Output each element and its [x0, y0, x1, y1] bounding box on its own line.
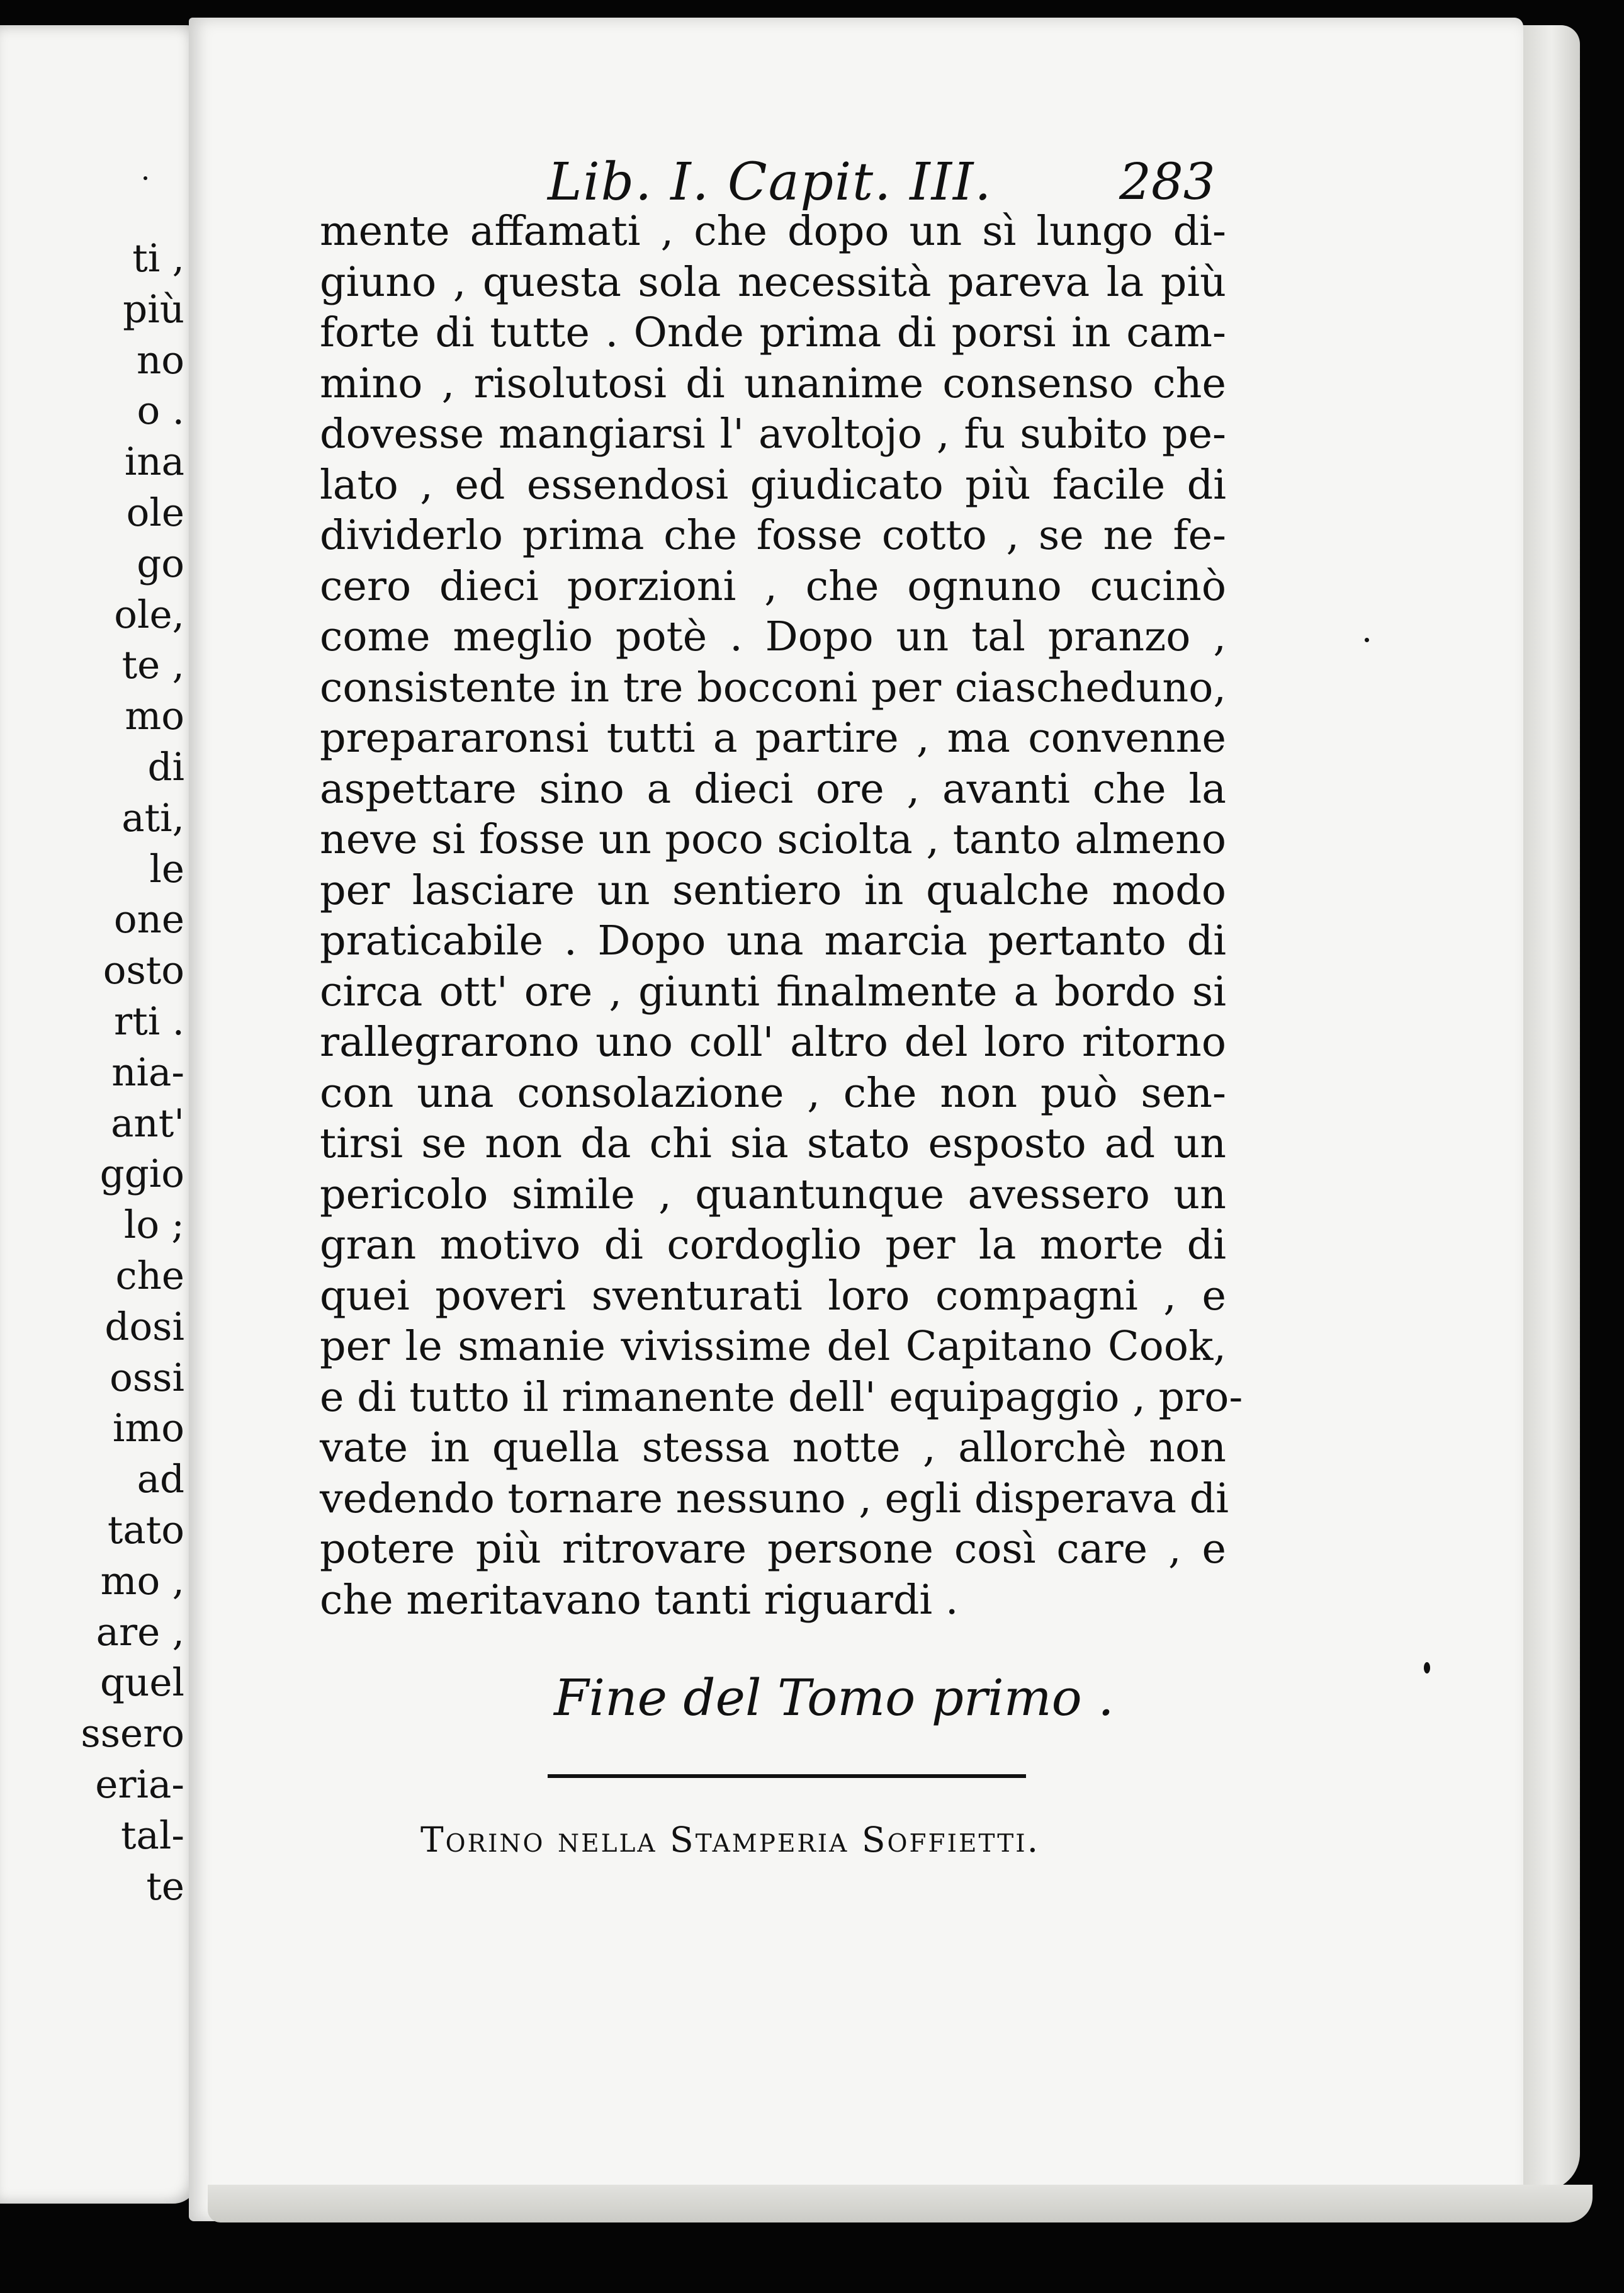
- facing-page-text-fragment: dosi: [104, 1304, 184, 1349]
- facing-page-text-fragment: nia-: [111, 1050, 184, 1095]
- text-line: come meglio potè . Dopo un tal pranzo ,: [320, 613, 1226, 660]
- ink-speck: [1424, 1662, 1430, 1673]
- facing-page-text-fragment: lo ;: [123, 1203, 184, 1248]
- facing-page-text-fragment: ant': [111, 1101, 184, 1146]
- ink-speck: [1365, 638, 1369, 642]
- horizontal-rule: [548, 1774, 1026, 1778]
- facing-page-text-fragment: le: [149, 846, 184, 892]
- facing-page-text-fragment: eria-: [95, 1762, 184, 1807]
- text-line: circa ott' ore , giunti finalmente a bordo si: [320, 968, 1226, 1016]
- facing-page-text-fragment: tato: [107, 1508, 184, 1553]
- facing-page-text-fragment: mo: [125, 694, 184, 739]
- printer-imprint: Torino nella Stamperia Soffietti.: [420, 1820, 1040, 1860]
- text-line: praticabile . Dopo una marcia pertanto di: [320, 917, 1226, 965]
- facing-page-text-fragment: mo ,: [100, 1558, 184, 1604]
- facing-page-text-fragment: ole,: [114, 592, 184, 637]
- text-line: tirsi se non da chi sia stato esposto ad un: [320, 1120, 1226, 1167]
- facing-page-text-fragment: go: [137, 541, 184, 586]
- text-line: per le smanie vivissime del Capitano Cook,: [320, 1323, 1226, 1370]
- text-line: rallegrarono uno coll' altro del loro ritorno: [320, 1019, 1226, 1066]
- facing-page-text-fragment: tal-: [120, 1813, 184, 1858]
- facing-page-text-fragment: ssero: [81, 1711, 184, 1757]
- text-line: per lasciare un sentiero in qualche modo: [320, 866, 1226, 914]
- running-head: Lib. I. Capit. III.: [548, 152, 993, 212]
- facing-page-text-fragment: no: [136, 337, 184, 383]
- text-line: quei poveri sventurati loro compagni , e: [320, 1272, 1226, 1320]
- facing-page-left: [0, 25, 198, 2204]
- facing-page-text-fragment: ati,: [121, 795, 184, 841]
- text-line: pericolo simile , quantunque avessero un: [320, 1170, 1226, 1218]
- page-edge-bottom: [208, 2185, 1593, 2222]
- facing-page-text-fragment: ti ,: [132, 236, 184, 281]
- facing-page-text-fragment: di: [147, 745, 184, 790]
- text-line: prepararonsi tutti a partire , ma convenne: [320, 715, 1226, 762]
- text-line: aspettare sino a dieci ore , avanti che la: [320, 765, 1226, 813]
- facing-page-text-fragment: rti .: [114, 999, 184, 1044]
- page-number: 283: [1119, 152, 1215, 211]
- facing-page-text-fragment: ggio: [99, 1152, 184, 1197]
- facing-page-text-fragment: ole: [126, 490, 184, 535]
- text-line: consistente in tre bocconi per ciascheduno,: [320, 664, 1226, 711]
- text-line: che meritavano tanti riguardi .: [320, 1576, 959, 1624]
- text-line: mino , risolutosi di unanime consenso che: [320, 360, 1226, 407]
- text-line: lato , ed essendosi giudicato più facile di: [320, 461, 1226, 509]
- facing-page-text-fragment: imo: [112, 1406, 184, 1451]
- text-line: vedendo tornare nessuno , egli disperava di: [320, 1475, 1229, 1522]
- facing-page-text-fragment: o .: [137, 388, 184, 434]
- facing-page-text-fragment: osto: [103, 948, 184, 994]
- text-line: neve si fosse un poco sciolta , tanto almeno: [320, 816, 1226, 863]
- text-line: con una consolazione , che non può sen-: [320, 1069, 1226, 1117]
- facing-page-text-fragment: ossi: [110, 1355, 184, 1400]
- ink-speck: [144, 176, 147, 180]
- text-line: e di tutto il rimanente dell' equipaggio , pro-: [320, 1373, 1243, 1421]
- text-line: vate in quella stessa notte , allorchè non: [320, 1424, 1226, 1471]
- facing-page-text-fragment: più: [123, 286, 184, 332]
- facing-page-text-fragment: quel: [100, 1660, 184, 1706]
- facing-page-text-fragment: are ,: [96, 1609, 184, 1655]
- facing-page-text-fragment: ina: [124, 439, 184, 485]
- text-line: dividerlo prima che fosse cotto , se ne fe-: [320, 512, 1226, 559]
- text-line: gran motivo di cordoglio per la morte di: [320, 1221, 1226, 1269]
- body-text: [320, 207, 1243, 1626]
- text-line: dovesse mangiarsi l' avoltojo , fu subito pe-: [320, 410, 1226, 458]
- text-line: forte di tutte . Onde prima di porsi in cam-: [320, 309, 1226, 356]
- facing-page-text-fragment: te ,: [121, 643, 184, 688]
- text-line: cero dieci porzioni , che ognuno cucinò: [320, 562, 1226, 610]
- text-line: mente affamati , che dopo un sì lungo di-: [320, 208, 1226, 255]
- text-line: giuno , questa sola necessità pareva la più: [320, 258, 1226, 306]
- text-line: potere più ritrovare persone così care , e: [320, 1526, 1226, 1573]
- facing-page-text-fragment: te: [146, 1864, 184, 1909]
- facing-page-text-fragment: che: [115, 1254, 184, 1298]
- facing-page-text-fragment: ad: [137, 1457, 184, 1502]
- facing-page-text-fragment: one: [113, 897, 184, 943]
- end-of-volume-note: Fine del Tomo primo .: [554, 1668, 1114, 1727]
